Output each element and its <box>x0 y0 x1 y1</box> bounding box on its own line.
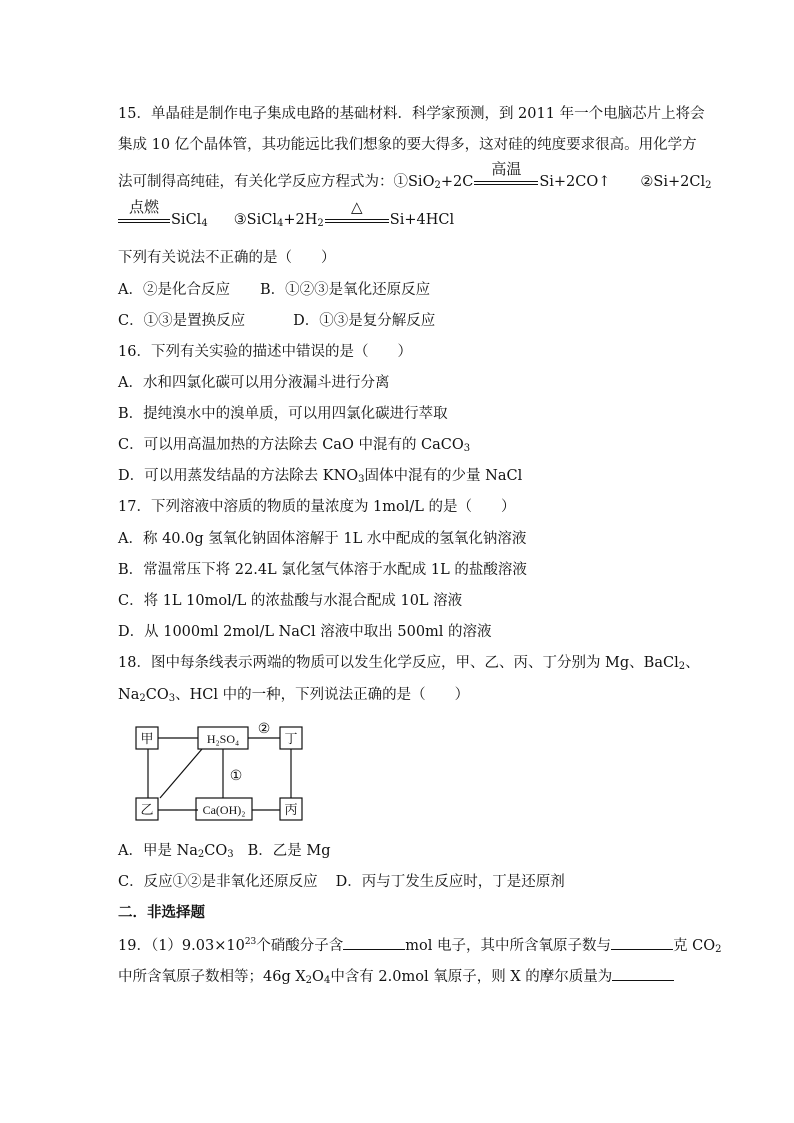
q15-stem: 下列有关说法不正确的是（ ） <box>118 250 336 266</box>
eq3-lhs: ③SiCl <box>233 212 277 228</box>
q18-option-c: C．反应①②是非氧化还原反应 <box>118 874 318 890</box>
q15-option-d: D．①③是复分解反应 <box>293 313 436 329</box>
q16-option-d: D．可以用蒸发结晶的方法除去 $KNO_3$固体中混有的少量 NaCl <box>118 468 523 485</box>
q18-option-d: D．丙与丁发生反应时，丁是还原剂 <box>335 874 565 890</box>
q17-stem: 17．下列溶液中溶质的物质的量浓度为 1mol/L 的是（ ） <box>118 499 516 515</box>
q19-line1: 19．$(1)9.03\times 10^{23}$个硝酸分子含 mol 电子，其中所含氧原子数与 克 $CO_2$ <box>118 937 722 955</box>
q18-option-b: B．乙是 Mg <box>247 843 331 859</box>
q19-line2: 中所含氧原子数相等；46g $X_2O_4$中含有 2.0mol 氧原子，则 X 的摩尔质量为 <box>118 966 674 987</box>
q18-options-cd <box>118 872 565 892</box>
q17-option-d: D．从 1000ml 2mol/L NaCl 溶液中取出 500ml 的溶液 <box>118 624 492 640</box>
blank-molar-mass[interactable] <box>612 966 674 981</box>
q17-option-b: B．常温常压下将 22.4L 氯化氢气体溶于水配成 1L 的盐酸溶液 <box>118 562 527 578</box>
node-caoh2: Ca(OH)₂ <box>202 803 246 817</box>
line-yi-h2so4 <box>160 749 202 798</box>
q18-line2: $Na_2CO_3$、HCl 中的一种，下列说法正确的是（ ） <box>118 687 470 704</box>
q16-option-b: B．提纯溴水中的溴单质，可以用四氯化碳进行萃取 <box>118 406 448 422</box>
blank-co2-mass[interactable] <box>611 935 673 950</box>
reaction-mark-1: ① <box>229 768 243 784</box>
node-ding: 丁 <box>284 732 298 747</box>
node-h2so4: H₂SO₄ <box>206 732 240 746</box>
eq2-lhs: ②Si+2Cl <box>640 174 706 190</box>
q15-option-a: A．②是化合反应 <box>118 282 230 298</box>
eq1-rhs: Si+2CO↑ <box>539 174 611 190</box>
node-yi: 乙 <box>140 803 154 818</box>
node-bing: 丙 <box>284 803 298 818</box>
q16-stem: 16．下列有关实验的描述中错误的是（ ） <box>118 344 412 360</box>
q15-options-cd <box>118 311 435 331</box>
reaction-mark-2: ② <box>257 721 271 737</box>
q15-line2: 集成 10 亿个晶体管，其功能远比我们想象的要大得多，这对硅的纯度要求很高。用化学方 <box>118 137 697 153</box>
q18-options-ab <box>118 841 331 861</box>
eq3-rhs: Si+4HCl <box>389 212 455 228</box>
q15-equation-line2: 点燃 SiCl$_4$ $③SiCl_4+2H_2$ △ Si+4HCl <box>118 210 454 230</box>
condition-heat: △ <box>325 210 389 230</box>
q17-option-a: A．称 40.0g 氢氧化钠固体溶解于 1L 水中配成的氢氧化钠溶液 <box>118 531 527 547</box>
condition-high-temp: 高温 <box>474 172 538 192</box>
reaction-diagram <box>130 718 310 828</box>
q16-option-a: A．水和四氯化碳可以用分液漏斗进行分离 <box>118 375 390 391</box>
blank-electrons[interactable] <box>343 935 405 950</box>
q18-option-a: A．甲是 $Na_2CO_3$ <box>118 843 234 860</box>
q15-line3-text: 法可制得高纯硅，有关化学反应方程式为：①SiO <box>118 174 435 190</box>
q15-options-ab <box>118 280 430 300</box>
q18-line1: 18．图中每条线表示两端的物质可以发生化学反应，甲、乙、丙、丁分别为 Mg、BaCl$_2$、 <box>118 655 700 672</box>
q15-line1: 15．单晶硅是制作电子集成电路的基础材料．科学家预测，到 2011 年一个电脑芯片上将会 <box>118 106 705 122</box>
section-heading: 二．非选择题 <box>118 905 205 921</box>
q15-equation-line: 法可制得高纯硅，有关化学反应方程式为：①SiO$_2$+2C 高温 Si+2CO↑ $②Si+2Cl_2$ <box>118 160 712 191</box>
q17-option-c: C．将 1L 10mol/L 的浓盐酸与水混合配成 10L 溶液 <box>118 593 463 609</box>
node-jia: 甲 <box>140 732 154 747</box>
q15-option-c: C．①③是置换反应 <box>118 313 246 329</box>
eq2-rhs: SiCl <box>171 212 202 228</box>
q16-option-c: C．可以用高温加热的方法除去 CaO 中混有的 CaCO$_3$ <box>118 437 471 454</box>
condition-ignite: 点燃 <box>118 210 170 230</box>
q15-option-b: B．①②③是氧化还原反应 <box>259 282 431 298</box>
